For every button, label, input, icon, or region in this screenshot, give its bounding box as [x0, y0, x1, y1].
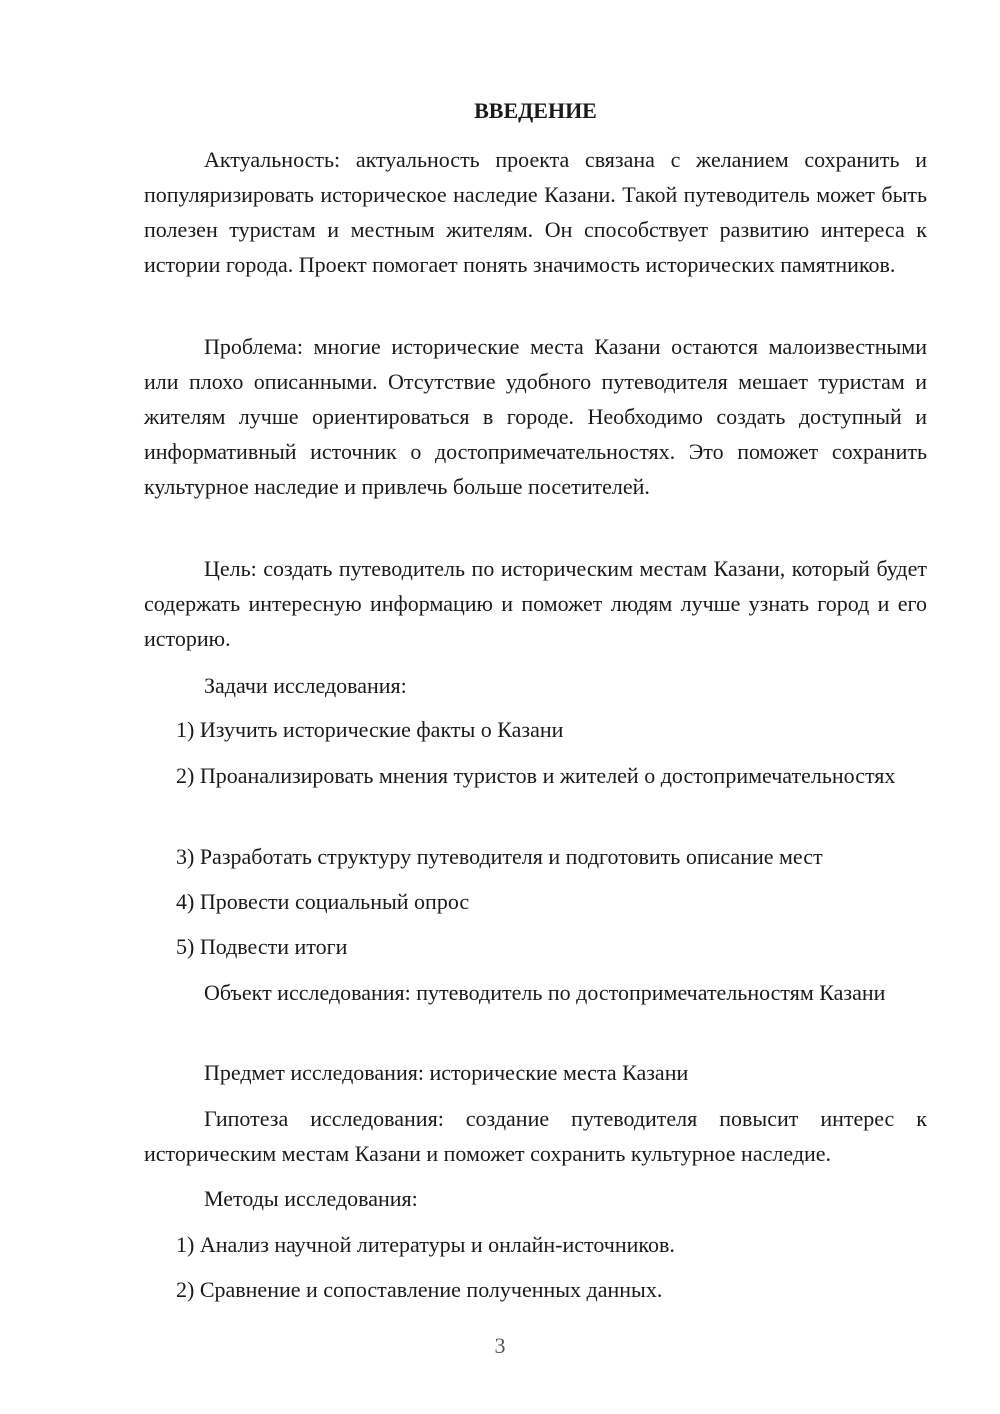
task-item-2: 2) Проанализировать мнения туристов и жителей о достопримечательностях: [176, 763, 896, 788]
page-number: 3: [494, 1333, 506, 1358]
object-paragraph: Объект исследования: путеводитель по достопримечательностям Казани: [204, 980, 886, 1005]
goal-paragraph: Цель: создать путеводитель по историческим местам Казани, который будет содержать интересную информацию и поможет людям лучше узнать город и его историю.: [144, 556, 927, 651]
task-item-5: 5) Подвести итоги: [176, 934, 348, 959]
methods-title: Методы исследования:: [204, 1186, 418, 1211]
task-item-3: 3) Разработать структуру путеводителя и подготовить описание мест: [176, 844, 823, 869]
problem-paragraph: Проблема: многие исторические места Казани остаются малоизвестными или плохо описанными. Отсутствие удобного путеводителя мешает туристам и жителям лучше ориентироваться в городе. Необходимо создать доступный и информативный источник о достопримечательностях. Это поможет сохранить культурное наследие и привлечь больше посетителей.: [144, 334, 927, 499]
tasks-title: Задачи исследования:: [204, 673, 407, 698]
method-item-1: 1) Анализ научной литературы и онлайн-источников.: [176, 1232, 675, 1257]
relevance-paragraph: Актуальность: актуальность проекта связана с желанием сохранить и популяризировать историческое наследие Казани. Такой путеводитель может быть полезен туристам и местным жителям. Он способствует развитию интереса к истории города. Проект помогает понять значимость исторических памятников.: [144, 147, 927, 277]
task-item-4: 4) Провести социальный опрос: [176, 889, 470, 914]
subject-paragraph: Предмет исследования: исторические места Казани: [204, 1060, 689, 1085]
section-heading: ВВЕДЕНИЕ: [474, 98, 597, 123]
hypothesis-paragraph: Гипотеза исследования: создание путеводителя повысит интерес к историческим местам Казани и поможет сохранить культурное наследие.: [144, 1106, 927, 1166]
task-item-1: 1) Изучить исторические факты о Казани: [176, 717, 564, 742]
method-item-2: 2) Сравнение и сопоставление полученных данных.: [176, 1277, 663, 1302]
